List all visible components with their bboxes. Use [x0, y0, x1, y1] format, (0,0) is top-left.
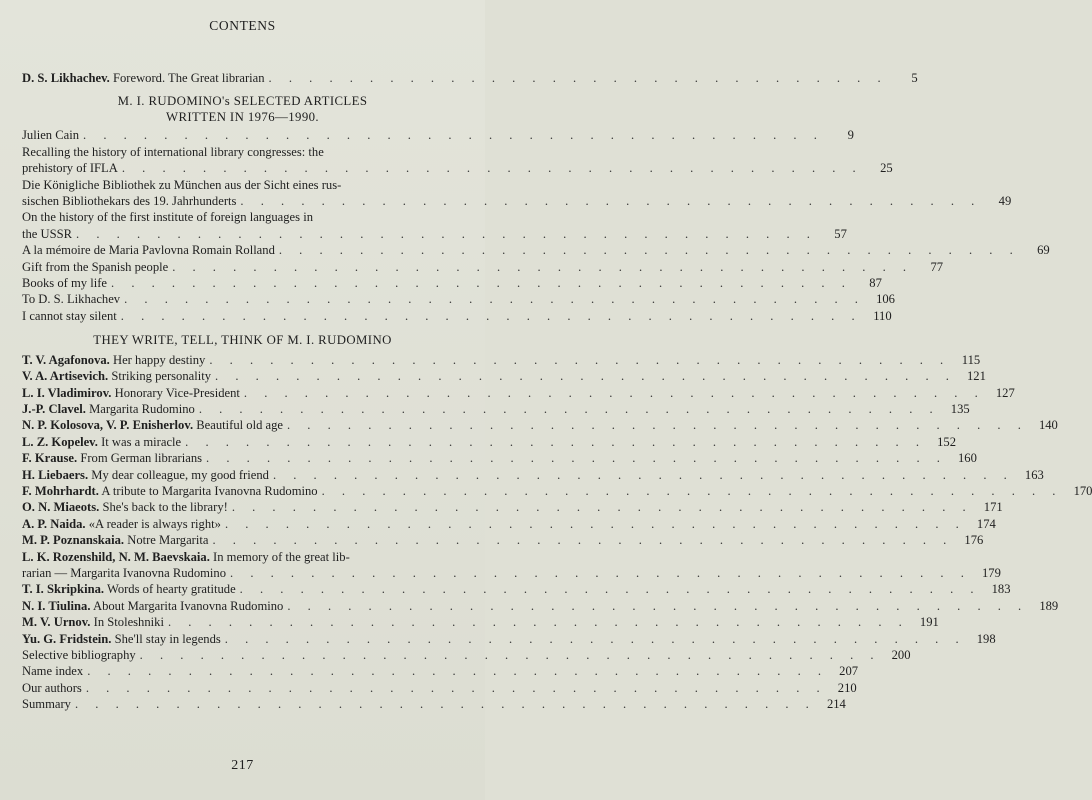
toc-entry: [22, 598, 1059, 614]
toc-author: D. S. Likhachev.: [22, 71, 110, 85]
section-heading-line: WRITTEN IN 1976—1990.: [165, 109, 320, 124]
toc-author: M. P. Poznanskaia.: [22, 533, 125, 548]
toc-title: Summary: [22, 697, 71, 712]
toc-page-number: 25: [880, 161, 893, 176]
toc-entry-back-matter: [22, 680, 857, 696]
toc-title: Striking personality: [111, 369, 212, 384]
toc-entry: [22, 259, 944, 275]
toc-title: Honorary Vice-President: [114, 385, 240, 400]
toc-entry-back-matter: [22, 696, 846, 712]
toc-entry-line: [22, 242, 1050, 258]
toc-page-number: 115: [961, 352, 981, 367]
toc-title: My dear colleague, my good friend: [91, 467, 269, 482]
toc-entry: [22, 352, 981, 368]
toc-page-number: 210: [837, 680, 857, 695]
toc-title: A la mémoire de Maria Pavlovna Romain Rolland: [22, 243, 275, 258]
toc-entry-line: [22, 532, 984, 548]
leader-dots: . . . . . . . . . . . . . . . . . . . . . . . . . . . . . . . . . . . . .: [198, 401, 940, 416]
toc-author: N. I. Tiulina.: [22, 598, 91, 613]
toc-page-number: 140: [1038, 418, 1058, 433]
leader-dots: . . . . . . . . . . . . . . . . . . . . . . . . . . . . . . . . . . . . .: [185, 434, 926, 449]
toc-author: L. Z. Kopelev.: [22, 434, 98, 449]
toc-entry-back-matter: [22, 647, 911, 663]
toc-entry: [22, 434, 956, 450]
leader-dots: . . . . . . . . . . . . . . . . . . . . . . . . . . . . . . .: [268, 71, 888, 85]
toc-entry: [22, 177, 1012, 210]
toc-entry: [22, 308, 892, 324]
page-title: CONTENS: [209, 18, 276, 33]
toc-entry: [22, 417, 1058, 433]
toc-title: Gift from the Spanish people: [22, 259, 169, 274]
toc-title: Foreword. The Great librarian: [113, 71, 265, 85]
toc-author: V. A. Artisevich.: [22, 369, 109, 384]
toc-entry: [22, 385, 1015, 401]
leader-dots: . . . . . . . . . . . . . . . . . . . . . . . . . . . . . . . . . . . . .: [287, 418, 1028, 433]
toc-page-number: 5: [911, 71, 918, 85]
toc-author: M. V. Urnov.: [22, 615, 91, 630]
toc-page-number: 49: [998, 194, 1012, 209]
toc-author: J.-P. Clavel.: [22, 401, 86, 416]
toc-page-number: 9: [847, 128, 854, 143]
leader-dots: . . . . . . . . . . . . . . . . . . . . . . . . . . . . . . . . . . . . .: [85, 680, 827, 695]
toc-title-line: Die Königliche Bibliothek zu München aus der Sicht eines rus-: [22, 177, 342, 192]
leader-dots: . . . . . . . . . . . . . . . . . . . . . . . . . . . . . . . . . . . . .: [120, 308, 862, 323]
toc-page-number: 77: [930, 259, 944, 274]
toc-page-number: 152: [937, 434, 956, 449]
toc-author: L. I. Vladimirov.: [22, 385, 112, 400]
toc-entry: [22, 581, 1011, 597]
toc-entry-line: [22, 598, 1059, 614]
toc-title: Beautiful old age: [196, 418, 283, 433]
toc-entry-line: [22, 565, 1001, 581]
toc-page-number: 163: [1024, 467, 1044, 482]
toc-page-number: 57: [834, 226, 847, 241]
leader-dots: . . . . . . . . . . . . . . . . . . . . . . . . . . . . . . . . . . . . .: [231, 500, 973, 515]
leader-dots: . . . . . . . . . . . . . . . . . . . . . . . . . . . . . . . . . . . . .: [224, 631, 966, 646]
toc-page-number: 191: [919, 615, 939, 630]
leader-dots: . . . . . . . . . . . . . . . . . . . . . . . . . . . . . . . . . . . . .: [287, 598, 1029, 613]
leader-dots: . . . . . . . . . . . . . . . . . . . . . . . . . . . . . . . . . . . . .: [212, 533, 954, 548]
toc-author: F. Krause.: [22, 451, 78, 466]
section-heading-they-write: THEY WRITE, TELL, THINK OF M. I. RUDOMINO: [93, 333, 392, 348]
toc-author: Yu. G. Fridstein.: [22, 631, 112, 646]
toc-title-line: [22, 549, 463, 565]
section-heading-selected-articles: [22, 94, 463, 125]
toc-page-number: 189: [1039, 598, 1059, 613]
toc-entry-line: [22, 614, 939, 630]
toc-title: rarian — Margarita Ivanovna Rudomino: [22, 565, 227, 580]
toc-page-number: 106: [876, 292, 895, 307]
leader-dots: . . . . . . . . . . . . . . . . . . . . . . . . . . . . . . . . . . . . .: [167, 615, 909, 630]
toc-title: Books of my life: [22, 276, 108, 291]
toc-entry-line: [22, 308, 892, 324]
toc-title: Selective bibliography: [22, 648, 136, 662]
toc-title: It was a miracle: [101, 434, 182, 449]
toc-entry: [22, 532, 984, 548]
toc-entry-line: [22, 385, 1015, 401]
leader-dots: . . . . . . . . . . . . . . . . . . . . . . . . . . . . . . . . . . . . .: [74, 697, 816, 712]
toc-entry-line: [22, 127, 854, 143]
toc-author: H. Liebaers.: [22, 467, 89, 482]
toc-title: Name index: [22, 664, 84, 679]
selected-articles-list: [22, 127, 1050, 324]
toc-page-number: 207: [839, 664, 859, 679]
toc-page-number: 176: [964, 533, 984, 548]
toc-page-number: 170: [1073, 483, 1092, 498]
leader-dots: . . . . . . . . . . . . . . . . . . . . . . . . . . . . . . . . . . . . .: [172, 259, 914, 274]
toc-title: prehistory of IFLA: [22, 161, 118, 176]
toc-entry: [22, 144, 893, 177]
toc-page-number: 214: [826, 697, 846, 712]
toc-entry: [22, 291, 895, 307]
leader-dots: . . . . . . . . . . . . . . . . . . . . . . . . . . . . . . . . . . . . .: [209, 352, 951, 367]
back-matter-list: [22, 647, 911, 713]
table-of-contents: [22, 70, 1092, 713]
toc-page-number: 87: [869, 276, 882, 291]
toc-author: O. N. Miaeots.: [22, 500, 100, 515]
toc-entry-line: [22, 417, 1058, 433]
toc-entry-line: [22, 434, 956, 450]
toc-page-number: 135: [950, 401, 970, 416]
leader-dots: . . . . . . . . . . . . . . . . . . . . . . . . . . . . . . . . . . . . .: [206, 451, 947, 466]
toc-title: the USSR: [22, 226, 73, 241]
toc-page-number: 69: [1037, 243, 1050, 258]
toc-entry: [22, 499, 1003, 515]
toc-entry: [22, 401, 970, 417]
toc-title: About Margarita Ivanovna Rudomino: [92, 598, 284, 613]
toc-title: From German librarians: [80, 451, 203, 466]
toc-entry-line: [22, 226, 847, 242]
toc-entry: [22, 549, 1001, 582]
toc-author: F. Mohrhardt.: [22, 483, 99, 498]
toc-entry: [22, 127, 854, 143]
leader-dots: . . . . . . . . . . . . . . . . . . . . . . . . . . . . . . . . . . . . .: [243, 385, 985, 400]
toc-entry-line: [22, 483, 1092, 499]
toc-entry-line: [22, 193, 1012, 209]
toc-entry-back-matter: [22, 663, 859, 679]
toc-entry: [22, 631, 996, 647]
toc-author: L. K. Rozenshild, N. M. Baevskaia.: [22, 549, 210, 564]
toc-entry: [22, 275, 882, 291]
leader-dots: . . . . . . . . . . . . . . . . . . . . . . . . . . . . . . . . . . . . .: [87, 664, 829, 679]
leader-dots: . . . . . . . . . . . . . . . . . . . . . . . . . . . . . . . . . . . . .: [83, 128, 824, 143]
leader-dots: . . . . . . . . . . . . . . . . . . . . . . . . . . . . . . . . . . . . .: [278, 243, 1020, 258]
leader-dots: . . . . . . . . . . . . . . . . . . . . . . . . . . . . . . . . . . . . .: [139, 648, 881, 662]
page-number: 217: [231, 758, 254, 773]
toc-title: In Stoleshniki: [93, 615, 164, 630]
toc-entry: [22, 614, 939, 630]
toc-title: Margarita Rudomino: [89, 401, 195, 416]
toc-page-number: 200: [891, 648, 911, 662]
toc-page-number: 110: [873, 308, 892, 323]
toc-entry-line: [22, 160, 893, 176]
toc-page-number: 127: [995, 385, 1015, 400]
toc-title: She's back to the library!: [102, 500, 228, 515]
toc-page-number: 160: [958, 451, 977, 466]
toc-entry-line: [22, 401, 970, 417]
toc-page-number: 198: [976, 631, 996, 646]
leader-dots: . . . . . . . . . . . . . . . . . . . . . . . . . . . . . . . . . . . . .: [111, 276, 852, 291]
toc-entry: [22, 450, 977, 466]
toc-entry-line: [22, 499, 1003, 515]
toc-entry: [22, 368, 986, 384]
toc-title: «A reader is always right»: [88, 516, 221, 531]
leader-dots: . . . . . . . . . . . . . . . . . . . . . . . . . . . . . . . . . . . . .: [124, 292, 865, 307]
toc-author: T. I. Skripkina.: [22, 582, 105, 597]
toc-entry: [22, 242, 1050, 258]
leader-dots: . . . . . . . . . . . . . . . . . . . . . . . . . . . . . . . . . . . . .: [321, 483, 1063, 498]
toc-page-number: 179: [981, 565, 1001, 580]
toc-entry-line: [22, 516, 996, 532]
toc-entry-line: [22, 581, 1011, 597]
toc-entry-foreword: [22, 70, 918, 86]
toc-entry: [22, 467, 1044, 483]
toc-entry: [22, 209, 847, 242]
toc-entry: [22, 516, 996, 532]
toc-entry-line: [22, 259, 944, 275]
toc-entry-line: [22, 467, 1044, 483]
leader-dots: . . . . . . . . . . . . . . . . . . . . . . . . . . . . . . . . . . . . .: [215, 369, 956, 384]
toc-entry-line: [22, 631, 996, 647]
toc-title: Notre Margarita: [127, 533, 209, 548]
toc-title: A tribute to Margarita Ivanovna Rudomino: [101, 483, 318, 498]
toc-author: N. P. Kolosova, V. P. Enisherlov.: [22, 418, 194, 433]
toc-title-line: On the history of the first institute of foreign languages in: [22, 210, 313, 225]
toc-title: I cannot stay silent: [22, 308, 117, 323]
toc-title: Julien Cain: [22, 128, 80, 143]
leader-dots: . . . . . . . . . . . . . . . . . . . . . . . . . . . . . . . . . . . . .: [240, 194, 982, 209]
toc-entry-line: [22, 275, 882, 291]
leader-dots: . . . . . . . . . . . . . . . . . . . . . . . . . . . . . . . . . . . . .: [272, 467, 1014, 482]
toc-author: T. V. Agafonova.: [22, 352, 110, 367]
toc-entry-line: [22, 352, 981, 368]
tributes-list: [22, 352, 1092, 647]
toc-entry: [22, 483, 1092, 499]
leader-dots: . . . . . . . . . . . . . . . . . . . . . . . . . . . . . . . . . . . . .: [224, 516, 966, 531]
toc-title: Words of hearty gratitude: [106, 582, 236, 597]
leader-dots: . . . . . . . . . . . . . . . . . . . . . . . . . . . . . . . . . . . . .: [121, 161, 863, 176]
toc-author: A. P. Naida.: [22, 516, 86, 531]
toc-entry-line: [22, 368, 986, 384]
leader-dots: . . . . . . . . . . . . . . . . . . . . . . . . . . . . . . . . . . . . .: [230, 565, 971, 580]
toc-title: She'll stay in legends: [114, 631, 221, 646]
toc-page-number: 174: [976, 516, 996, 531]
toc-title: To D. S. Likhachev: [22, 292, 121, 307]
toc-entry-line: [22, 450, 977, 466]
section-heading-line: M. I. RUDOMINO's SELECTED ARTICLES: [117, 94, 368, 109]
leader-dots: . . . . . . . . . . . . . . . . . . . . . . . . . . . . . . . . . . . . .: [239, 582, 981, 597]
toc-title: Our authors: [22, 680, 82, 695]
toc-title: Her happy destiny: [113, 352, 206, 367]
toc-title: sischen Bibliothekars des 19. Jahrhunderts: [22, 194, 237, 209]
toc-page-number: 183: [991, 582, 1011, 597]
toc-page-number: 171: [983, 500, 1003, 515]
toc-entry-line: [22, 291, 895, 307]
toc-page-number: 121: [967, 369, 986, 384]
leader-dots: . . . . . . . . . . . . . . . . . . . . . . . . . . . . . . . . . . . . .: [76, 226, 817, 241]
toc-title-line: Recalling the history of international library congresses: the: [22, 144, 324, 159]
toc-title: In memory of the great lib-: [213, 549, 350, 564]
